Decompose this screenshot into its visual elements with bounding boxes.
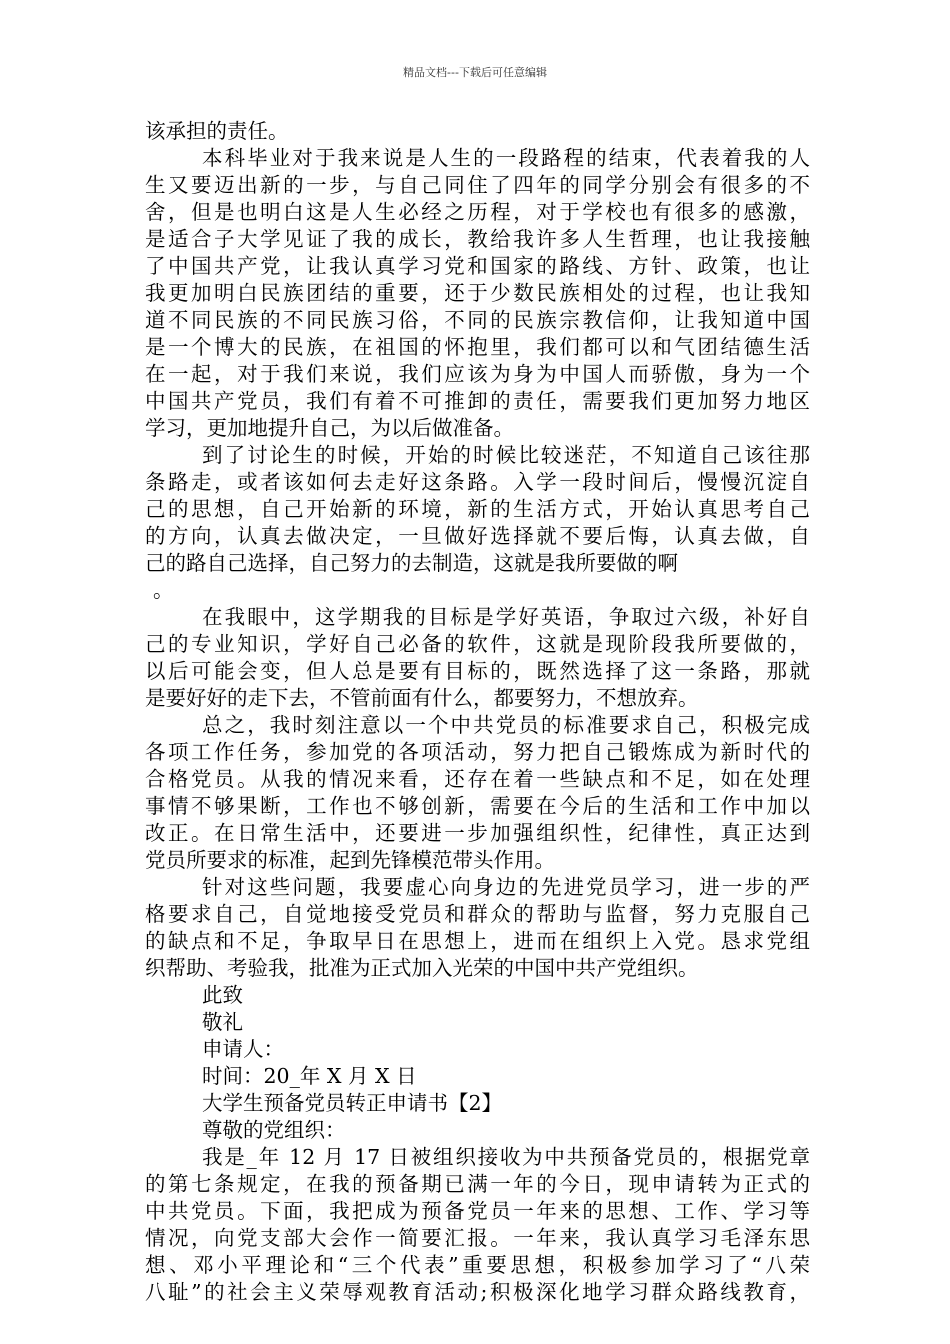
text-line: 的第七条规定，在我的预备期已满一年的今日，现申请转为正式的 <box>145 1172 810 1196</box>
text-line: 在我眼中，这学期我的目标是学好英语，争取过六级，补好自 <box>202 605 810 629</box>
text-line: 想、邓小平理论和“三个代表”重要思想，积极参加学习了“八荣 <box>145 1253 810 1277</box>
text-line: 己的路自己选择，自己努力的去制造，这就是我所要做的啊 <box>145 551 678 575</box>
text-line: 中国共产党员，我们有着不可推卸的责任，需要我们更加努力地区 <box>145 389 810 413</box>
text-line: 大学生预备党员转正申请书【2】 <box>202 1091 503 1115</box>
text-line: 己的专业知识，学好自己必备的软件，这就是现阶段我所要做的， <box>145 632 810 656</box>
text-line: 申请人： <box>202 1037 284 1061</box>
text-line: 我更加明白民族团结的重要，还于少数民族相处的过程，也让我知 <box>145 281 810 305</box>
text-line: 情况，向党支部大会作一简要汇报。一年来，我认真学习毛泽东思 <box>145 1226 810 1250</box>
text-line: 的缺点和不足，争取早日在思想上，进而在组织上入党。恳求党组 <box>145 929 810 953</box>
text-line: 时间：20_年 X 月 X 日 <box>202 1064 417 1088</box>
text-line: 的方向，认真去做决定，一旦做好选择就不要后悔，认真去做，自 <box>145 524 810 548</box>
text-line: 改正。在日常生活中，还要进一步加强组织性，纪律性，真正达到 <box>145 821 810 845</box>
text-line: 道不同民族的不同民族习俗，不同的民族宗教信仰，让我知道中国 <box>145 308 810 332</box>
text-line: 事情不够果断，工作也不够创新，需要在今后的生活和工作中加以 <box>145 794 810 818</box>
text-line: 己的思想，自己开始新的环境，新的生活方式，开始认真思考自己 <box>145 497 810 521</box>
page-header: 精品文档---下载后可任意编辑 <box>403 66 547 79</box>
text-line: 合格党员。从我的情况来看，还存在着一些缺点和不足，如在处理 <box>145 767 810 791</box>
text-line: 总之，我时刻注意以一个中共党员的标准要求自己，积极完成 <box>202 713 810 737</box>
text-line: 敬礼 <box>202 1010 243 1034</box>
text-line: 到了讨论生的时候，开始的时候比较迷茫，不知道自己该往那 <box>202 443 810 467</box>
text-line: 格要求自己，自觉地接受党员和群众的帮助与监督，努力克服自己 <box>145 902 810 926</box>
text-line: 生又要迈出新的一步，与自己同住了四年的同学分别会有很多的不 <box>145 173 810 197</box>
document-body <box>145 118 810 1306</box>
text-line: 党员所要求的标准，起到先锋模范带头作用。 <box>145 848 555 872</box>
text-line: 织帮助、考验我，批准为正式加入光荣的中国中共产党组织。 <box>145 956 699 980</box>
text-line: 本科毕业对于我来说是人生的一段路程的结束，代表着我的人 <box>202 146 810 170</box>
text-line: 中共党员。下面，我把成为预备党员一年来的思想、工作、学习等 <box>145 1199 810 1223</box>
text-line: 是适合子大学见证了我的成长，教给我许多人生哲理，也让我接触 <box>145 227 810 251</box>
text-line: 是要好好的走下去，不管前面有什么，都要努力，不想放弃。 <box>145 686 699 710</box>
text-line: 是一个博大的民族，在祖国的怀抱里，我们都可以和气团结德生活 <box>145 335 810 359</box>
text-line: 八耻”的社会主义荣辱观教育活动;积极深化地学习群众路线教育， <box>145 1280 810 1304</box>
text-line: 各项工作任务，参加党的各项活动，努力把自己锻炼成为新时代的 <box>145 740 810 764</box>
text-line: 舍，但是也明白这是人生必经之历程，对于学校也有很多的感激， <box>145 200 810 224</box>
text-line: 尊敬的党组织： <box>202 1118 346 1142</box>
text-line: 我是_年 12 月 17 日被组织接收为中共预备党员的，根据党章 <box>202 1145 810 1169</box>
text-line: 了中国共产党，让我认真学习党和国家的路线、方针、政策，也让 <box>145 254 810 278</box>
text-line: 。 <box>153 578 174 602</box>
text-line: 针对这些问题，我要虚心向身边的先进党员学习，进一步的严 <box>202 875 810 899</box>
text-line: 以后可能会变，但人总是要有目标的，既然选择了这一条路，那就 <box>145 659 810 683</box>
text-line: 条路走，或者该如何去走好这条路。入学一段时间后，慢慢沉淀自 <box>145 470 810 494</box>
text-line: 学习，更加地提升自己，为以后做准备。 <box>145 416 514 440</box>
text-line: 该承担的责任。 <box>145 119 289 143</box>
text-line: 在一起，对于我们来说，我们应该为身为中国人而骄傲，身为一个 <box>145 362 810 386</box>
text-line: 此致 <box>202 983 243 1007</box>
